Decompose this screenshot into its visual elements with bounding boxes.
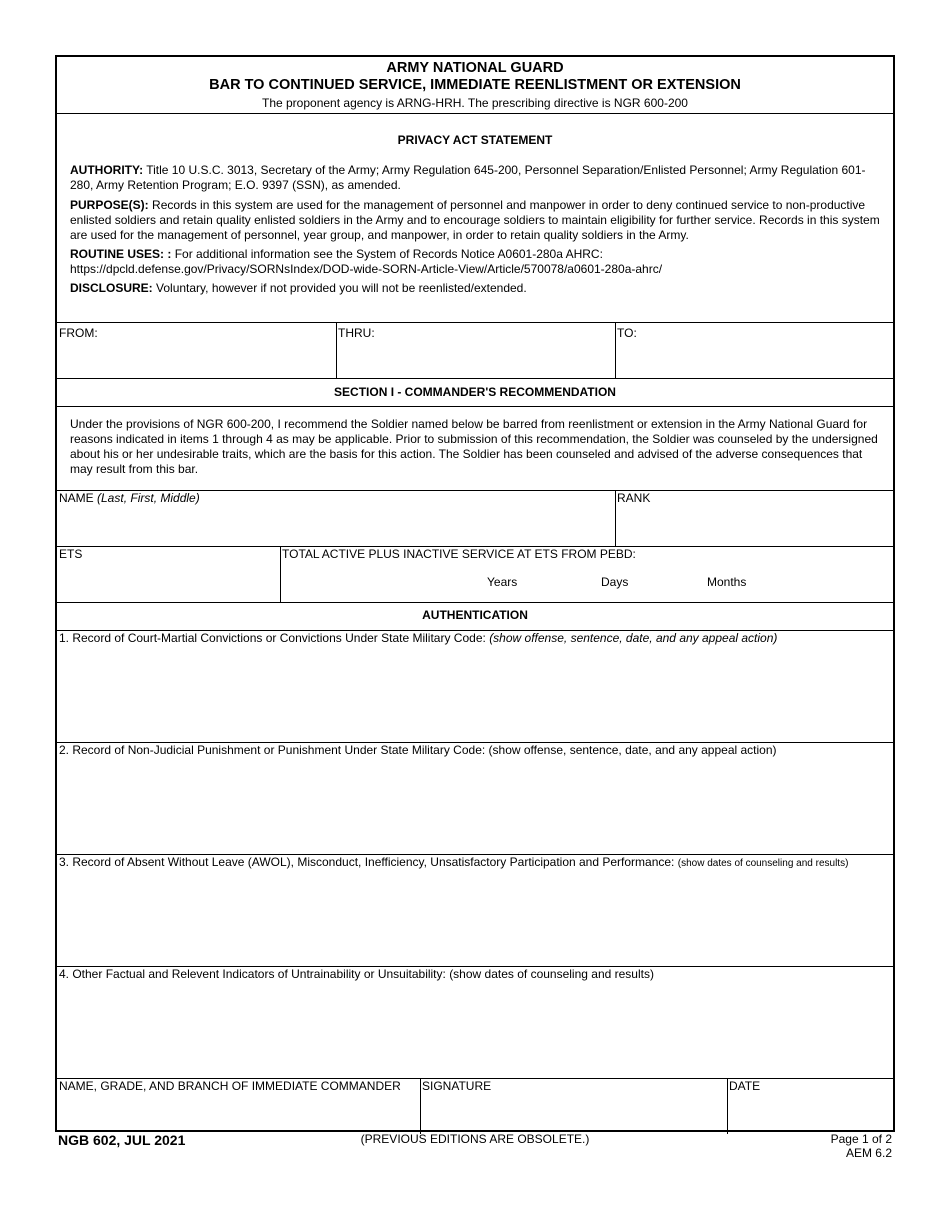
- name-label: NAME: [59, 491, 94, 505]
- months-field[interactable]: Months: [707, 575, 747, 589]
- disclosure-label: DISCLOSURE:: [70, 281, 153, 295]
- obsolete-notice: (PREVIOUS EDITIONS ARE OBSOLETE.): [360, 1132, 590, 1146]
- purpose-label: PURPOSE(S):: [70, 198, 149, 212]
- from-label: FROM:: [59, 326, 98, 340]
- rank-field[interactable]: [617, 491, 893, 545]
- disclosure-text: Voluntary, however if not provided you will not be reenlisted/extended.: [156, 281, 527, 295]
- divider: [57, 406, 893, 407]
- item2-label: 2. Record of Non-Judicial Punishment or Punishment Under State Military Code: (show offense, sentence, date, and any appeal action): [59, 743, 777, 757]
- page-number: Page 1 of 2: [830, 1132, 892, 1146]
- service-label: TOTAL ACTIVE PLUS INACTIVE SERVICE AT ETS FROM PEBD:: [282, 547, 636, 561]
- signature-field[interactable]: [422, 1079, 726, 1131]
- form-subtitle: The proponent agency is ARNG-HRH. The prescribing directive is NGR 600-200: [262, 96, 688, 110]
- divider: [57, 378, 893, 379]
- name-hint: (Last, First, Middle): [97, 491, 200, 505]
- divider: [615, 490, 616, 546]
- authority-paragraph: [70, 163, 880, 193]
- divider: [336, 322, 337, 378]
- divider: [615, 322, 616, 378]
- name-field[interactable]: [59, 491, 611, 545]
- item4-field[interactable]: [59, 967, 891, 1077]
- divider: [727, 1078, 728, 1134]
- form-number: NGB 602, JUL 2021: [58, 1132, 186, 1148]
- item1-hint: (show offense, sentence, date, and any appeal action): [489, 631, 778, 645]
- divider: [280, 546, 281, 602]
- thru-field[interactable]: [338, 326, 614, 378]
- from-field[interactable]: [59, 326, 335, 378]
- item1-field[interactable]: [59, 631, 891, 741]
- rank-label: RANK: [617, 491, 651, 505]
- divider: [420, 1078, 421, 1134]
- divider: [57, 113, 893, 114]
- ets-label: ETS: [59, 547, 83, 561]
- routine-text: For additional information see the System of Records Notice A0601-280a AHRC: https://dpcld.defense.gov/Privacy/SORNsIndex/DOD-wide-SORN-Article-View/Article/570078/a0601-280a-ahrc/: [70, 247, 663, 276]
- thru-label: THRU:: [338, 326, 375, 340]
- item3-label: 3. Record of Absent Without Leave (AWOL), Misconduct, Inefficiency, Unsatisfactory Participation and Performance:: [59, 855, 675, 869]
- aem-version: AEM 6.2: [845, 1146, 892, 1160]
- divider: [57, 322, 893, 323]
- section1-heading: SECTION I - COMMANDER'S RECOMMENDATION: [334, 385, 616, 399]
- ets-field[interactable]: [59, 547, 277, 601]
- routine-uses-paragraph: [70, 247, 880, 277]
- purpose-text: Records in this system are used for the management of personnel and manpower in order to deny continued service to non-productive enlisted soldiers and retain quality enlisted soldiers in the Army and to encourage soldiers to maintain eligibility for further service. Records in this system are used for the management of personnel, year group, and manpower, in order to retain quality soldiers in the Army.: [70, 198, 880, 242]
- days-field[interactable]: Days: [601, 575, 629, 589]
- divider: [57, 602, 893, 603]
- item4-label: 4. Other Factual and Relevent Indicators of Untrainability or Unsuitability: (show dates of counseling and results): [59, 967, 654, 981]
- form-title: BAR TO CONTINUED SERVICE, IMMEDIATE REENLISTMENT OR EXTENSION: [209, 77, 741, 93]
- page-info: [831, 1132, 892, 1160]
- commander-label: NAME, GRADE, AND BRANCH OF IMMEDIATE COMMANDER: [59, 1079, 401, 1093]
- disclosure-paragraph: [70, 281, 880, 296]
- authentication-heading: AUTHENTICATION: [422, 608, 528, 622]
- routine-label: ROUTINE USES: :: [70, 247, 172, 261]
- authority-label: AUTHORITY:: [70, 163, 144, 177]
- date-field[interactable]: [729, 1079, 893, 1131]
- purpose-paragraph: [70, 198, 880, 243]
- item2-field[interactable]: [59, 743, 891, 853]
- form-frame: [55, 55, 895, 1132]
- section1-text: Under the provisions of NGR 600-200, I recommend the Soldier named below be barred from reenlistment or extension in the Army National Guard for reasons indicated in items 1 through 4 as may be applicable. Prior to submission of this recommendation, the Soldier was counseled by the undersigned about his or her undesirable traits, which are the basis for this action. The Soldier has been counseled and advised of the adverse consequences that may result from this bar.: [70, 417, 878, 476]
- form-agency-title: ARMY NATIONAL GUARD: [386, 60, 564, 76]
- to-field[interactable]: [617, 326, 893, 378]
- signature-label: SIGNATURE: [422, 1079, 492, 1093]
- item3-hint: (show dates of counseling and results): [677, 858, 849, 869]
- authority-text: Title 10 U.S.C. 3013, Secretary of the Army; Army Regulation 645-200, Personnel Separation/Enlisted Personnel; Army Regulation 601-280, Army Retention Program; E.O. 9397 (SSN), as amended.: [70, 163, 866, 192]
- date-label: DATE: [729, 1079, 761, 1093]
- item1-label: 1. Record of Court-Martial Convictions or Convictions Under State Military Code:: [59, 631, 486, 645]
- to-label: TO:: [617, 326, 637, 340]
- item3-field[interactable]: [59, 855, 891, 965]
- commander-name-field[interactable]: [59, 1079, 417, 1131]
- privacy-heading: PRIVACY ACT STATEMENT: [397, 133, 553, 147]
- years-field[interactable]: Years: [487, 575, 518, 589]
